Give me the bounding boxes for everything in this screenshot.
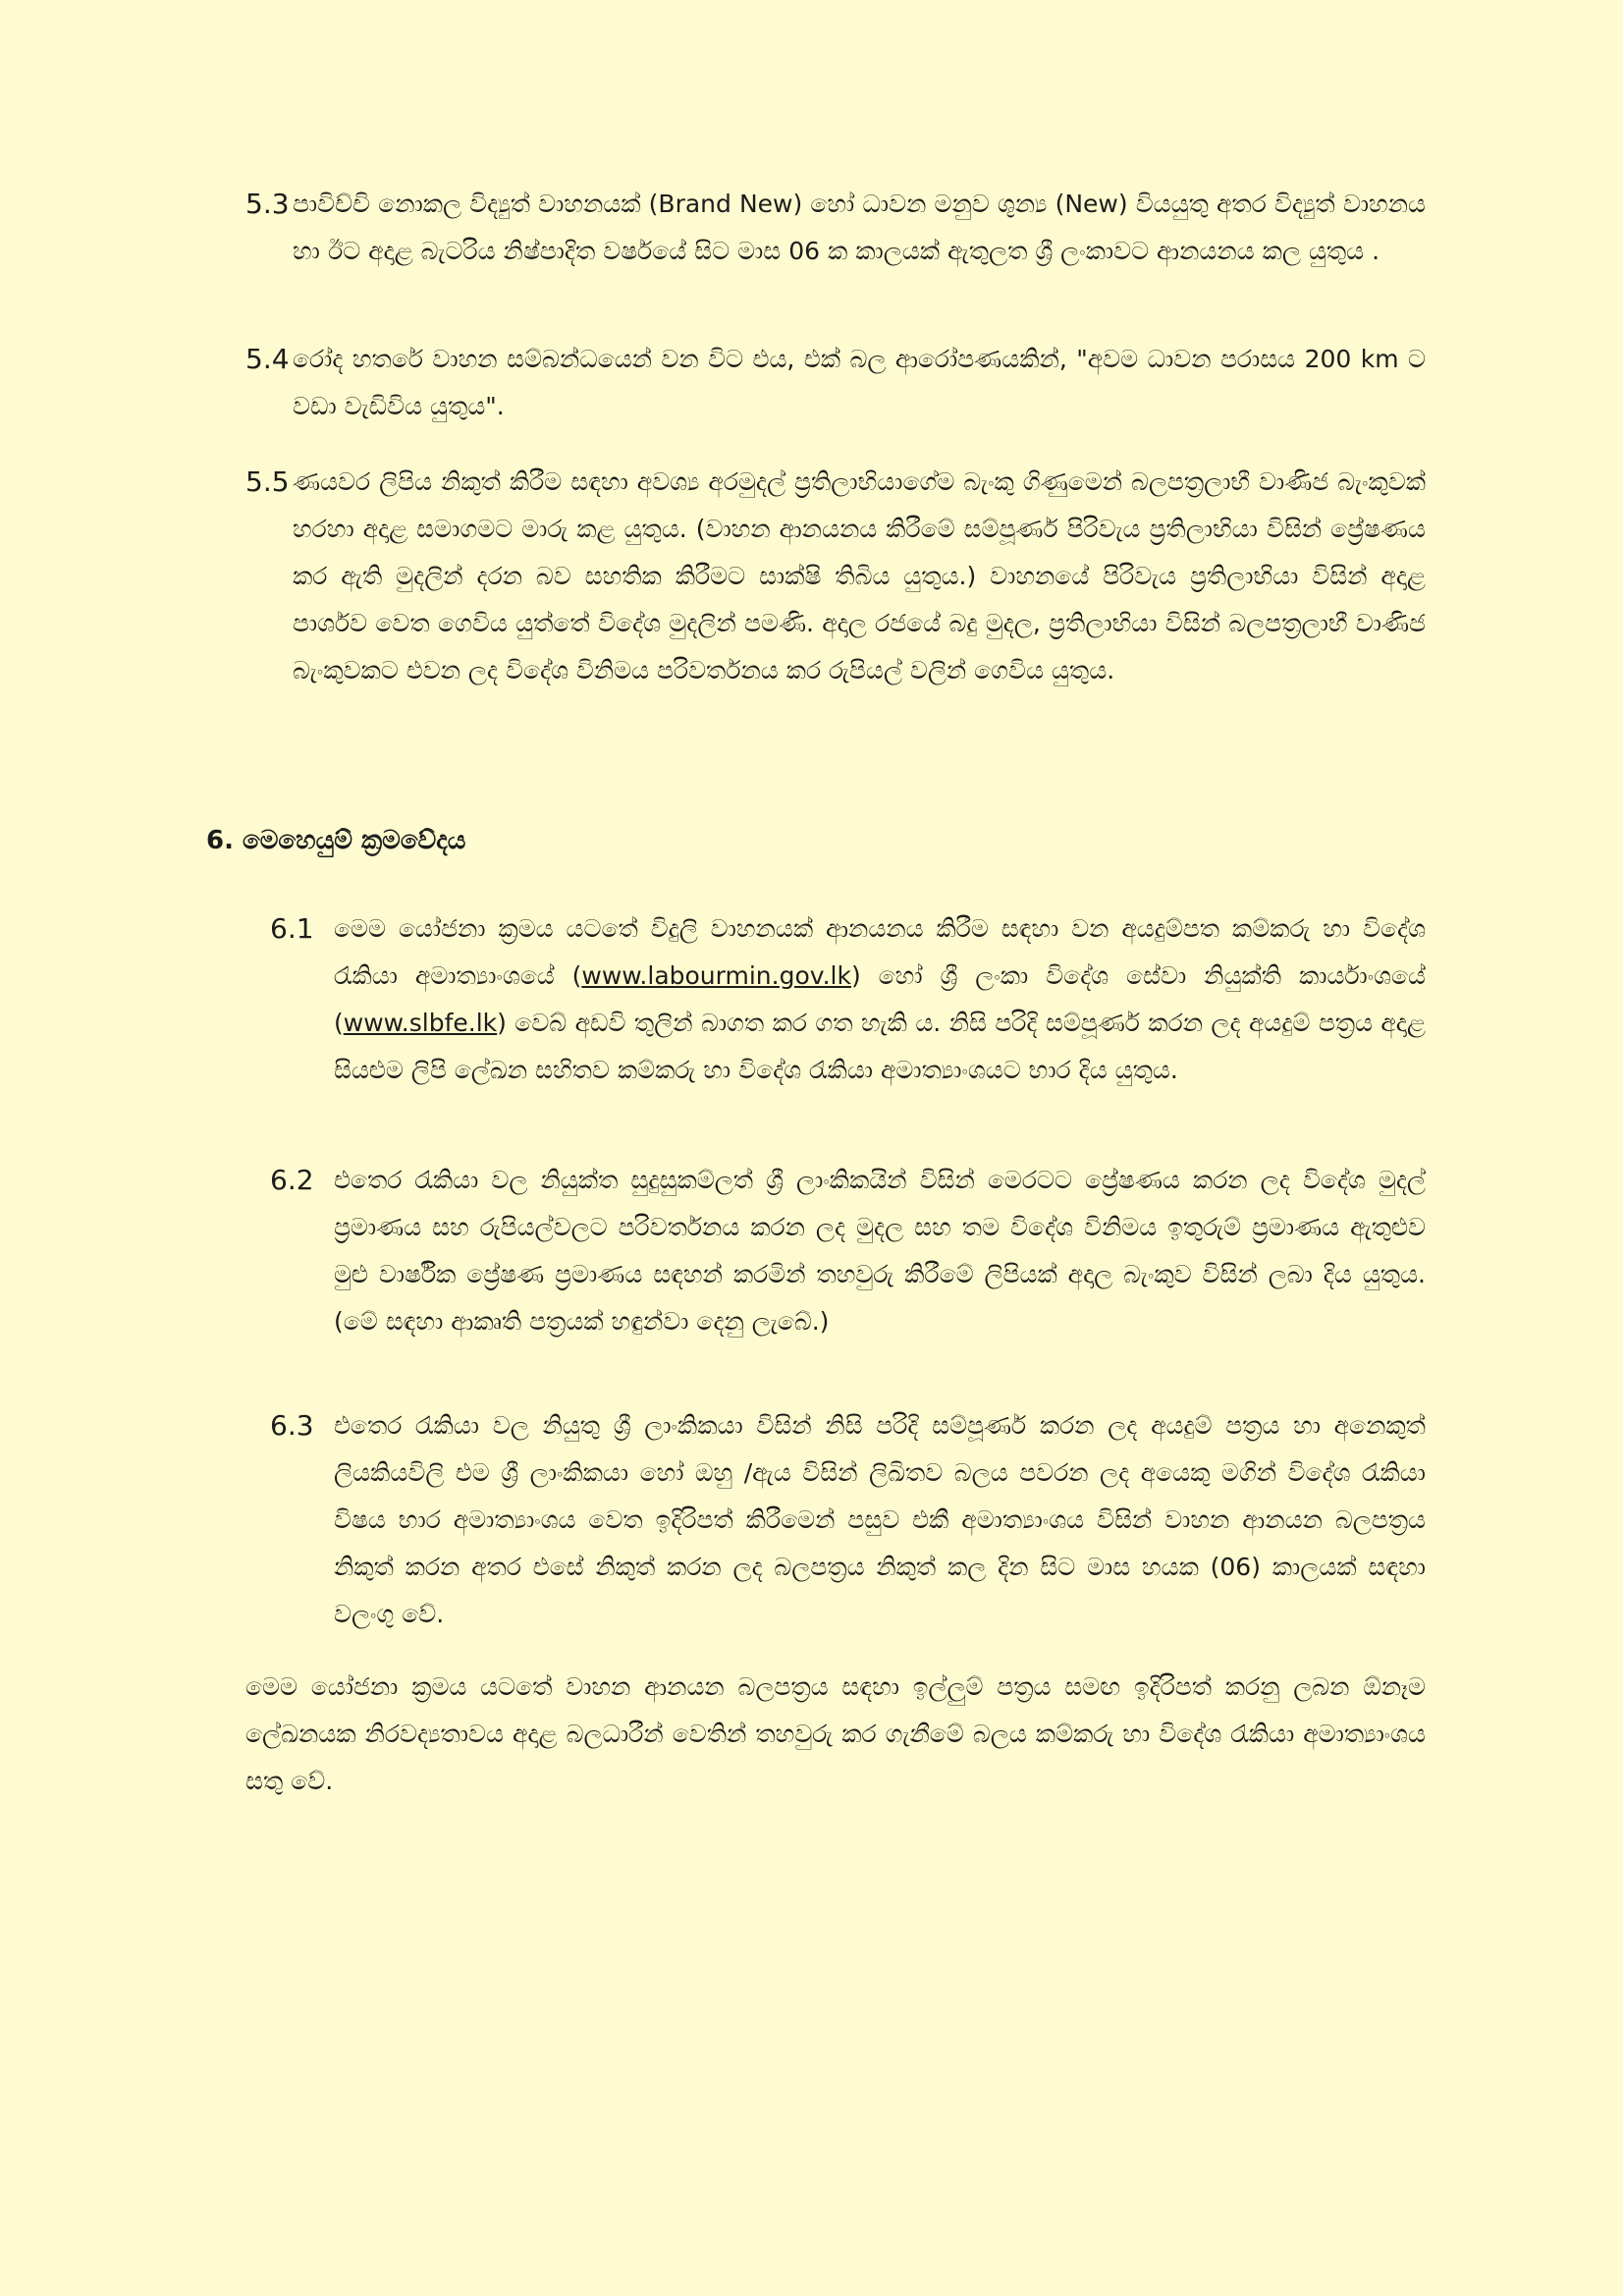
item-5-5-number: 5.5 — [245, 465, 290, 498]
section-6-heading: 6. මෙහෙයුම් ක්‍රමවේදය — [206, 826, 466, 855]
item-6-1-text-c: ) වෙබ් අඩවි තුලින් බාගත කර ගත හැකි ය. නිසි පරිදි සම්පූර්ණ කරන ලද අයදුම් පත්‍රය අදාළ සියළුම ලිපි ලේඛන සහිතව කම්කරු හා විදේශ රැකියා අමාත්‍යාංශයට භාර දිය යුතුය. — [334, 1009, 1426, 1084]
labourmin-website-link[interactable]: www.labourmin.gov.lk — [581, 961, 851, 990]
item-5-3-number: 5.3 — [245, 188, 290, 220]
item-6-3-text: එතෙර රැකියා වල නියුතු ශ්‍රී ලාංකිකයා විසින් නිසි පරිදි සම්පූර්ණ කරන ලද අයදුම් පත්‍රය හා අනෙකුත් ලියකියවිලි එම ශ්‍රී ලාංකිකයා හෝ ඔහු /ඇය විසින් ලිඛිතව බලය පවරන ලද අයෙකු මගින් විදේශ රැකියා විෂය භාර අමාත්‍යාංශය වෙත ඉදිරිපත් කිරීමෙන් පසුව එකී අමාත්‍යාංශය විසින් වාහන ආනයන බලපත්‍රය නිකුත් කරන අතර එසේ නිකුත් කරන ලද බලපත්‍රය නිකුත් කල දින සිට මාස හයක (06) කාලයක් සඳහා වලංගු වේ. — [334, 1411, 1426, 1628]
item-5-5-text: ණයවර ලිපිය නිකුත් කිරීම සඳහා අවශ්‍ය අරමුදල් ප්‍රතිලාභියාගේම බැංකු ගිණුමෙන් බලපත්‍රලාභී වාණිජ බැංකුවක් හරහා අදාළ සමාගමට මාරු කළ යුතුය. (වාහන ආනයනය කිරීමේ සම්පූර්ණ පිරිවැය ප්‍රතිලාභියා විසින් ප්‍රේෂණය කර ඇති මුදලින් දරන බව සහතික කිරීමට සාක්ෂි තිබිය යුතුය.) වාහනයේ පිරිවැය ප්‍රතිලාභියා විසින් අදාළ පාර්ශව වෙත ගෙවිය යුත්තේ විදේශ මුදලින් පමණි. අදාල රජයේ බදු මුදල, ප්‍රතිලාභියා විසින් බලපත්‍රලාභී වාණිජ බැංකුවකට එවන ලද විදේශ විනිමය පරිවර්තනය කර රුපියල් වලින් ගෙවිය යුතුය. — [293, 467, 1426, 684]
item-5-4-number: 5.4 — [245, 343, 290, 375]
item-6-1-text — [334, 905, 1426, 1094]
item-6-2-text: එතෙර රැකියා වල නියුක්ත සුදුසුකම්ලත් ශ්‍රී ලාංකිකයින් විසින් මෙරටට ප්‍රේෂණය කරන ලද විදේශ මුදල් ප්‍රමාණය සහ රුපියල්වලට පරිවර්තනය කරන ලද මුදල සහ තම විදේශ විනිමය ඉතුරුම් ප්‍රමාණය ඇතුළුව මුළු වාර්ෂික ප්‍රේෂණ ප්‍රමාණය සඳහන් කරමින් තහවුරු කිරීමේ ලිපියක් අදාල බැංකුව විසින් ලබා දිය යුතුය. (මේ සඳහා ආකෘති පත්‍රයක් හඳුන්වා දෙනු ලැබේ.) — [334, 1166, 1426, 1336]
closing-paragraph: මෙම යෝජනා ක්‍රමය යටතේ වාහන ආනයන බලපත්‍රය සඳහා ඉල්ලුම් පත්‍රය සමඟ ඉදිරිපත් කරනු ලබන ඕනෑම ලේඛනයක නිරවද්‍යතාවය අදාළ බලධාරීන් වෙතින් තහවුරු කර ගැනීමේ බලය කම්කරු හා විදේශ රැකියා අමාත්‍යාංශය සතු වේ. — [245, 1672, 1426, 1795]
item-5-3 — [245, 181, 1426, 275]
item-5-5 — [245, 459, 1426, 694]
item-6-1 — [270, 905, 1426, 1094]
item-6-3-number: 6.3 — [270, 1409, 314, 1442]
item-5-4 — [245, 336, 1426, 430]
item-5-4-text: රෝද හතරේ වාහන සම්බන්ධයෙන් වන විට එය, එක් බල ආරෝපණයකින්, "අවම ධාවන පරාසය 200 km ට වඩා වැඩිවිය යුතුය". — [293, 345, 1426, 420]
item-6-2 — [270, 1157, 1426, 1345]
item-6-1-text-b: ) හෝ ශ්‍රී ලංකා විදේශ සේවා නියුක්ති කාර්යාංශයේ ( — [334, 961, 1426, 1037]
item-6-1-text-a: මෙම යෝජනා ක්‍රමය යටතේ විදුලි වාහනයක් ආනයනය කිරීම සඳහා වන අයදුම්පත කම්කරු හා විදේශ රැකියා අමාත්‍යාංශයේ ( — [334, 914, 1426, 990]
item-6-2-number: 6.2 — [270, 1164, 314, 1196]
item-5-3-text: පාවිච්චි නොකල විද්‍යුත් වාහනයක් (Brand New) හෝ ධාවන මනුව ශුන්‍ය (New) වියයුතු අතර විද්‍යුත් වාහනය හා ඊට අදාළ බැටරිය නිෂ්පාදිත වර්ෂයේ සිට මාස 06 ක කාලයක් ඇතුලත ශ්‍රී ලංකාවට ආනයනය කල යුතුය . — [293, 190, 1426, 265]
slbfe-website-link[interactable]: www.slbfe.lk — [343, 1009, 498, 1037]
item-6-1-number: 6.1 — [270, 912, 314, 945]
item-6-3 — [270, 1402, 1426, 1638]
